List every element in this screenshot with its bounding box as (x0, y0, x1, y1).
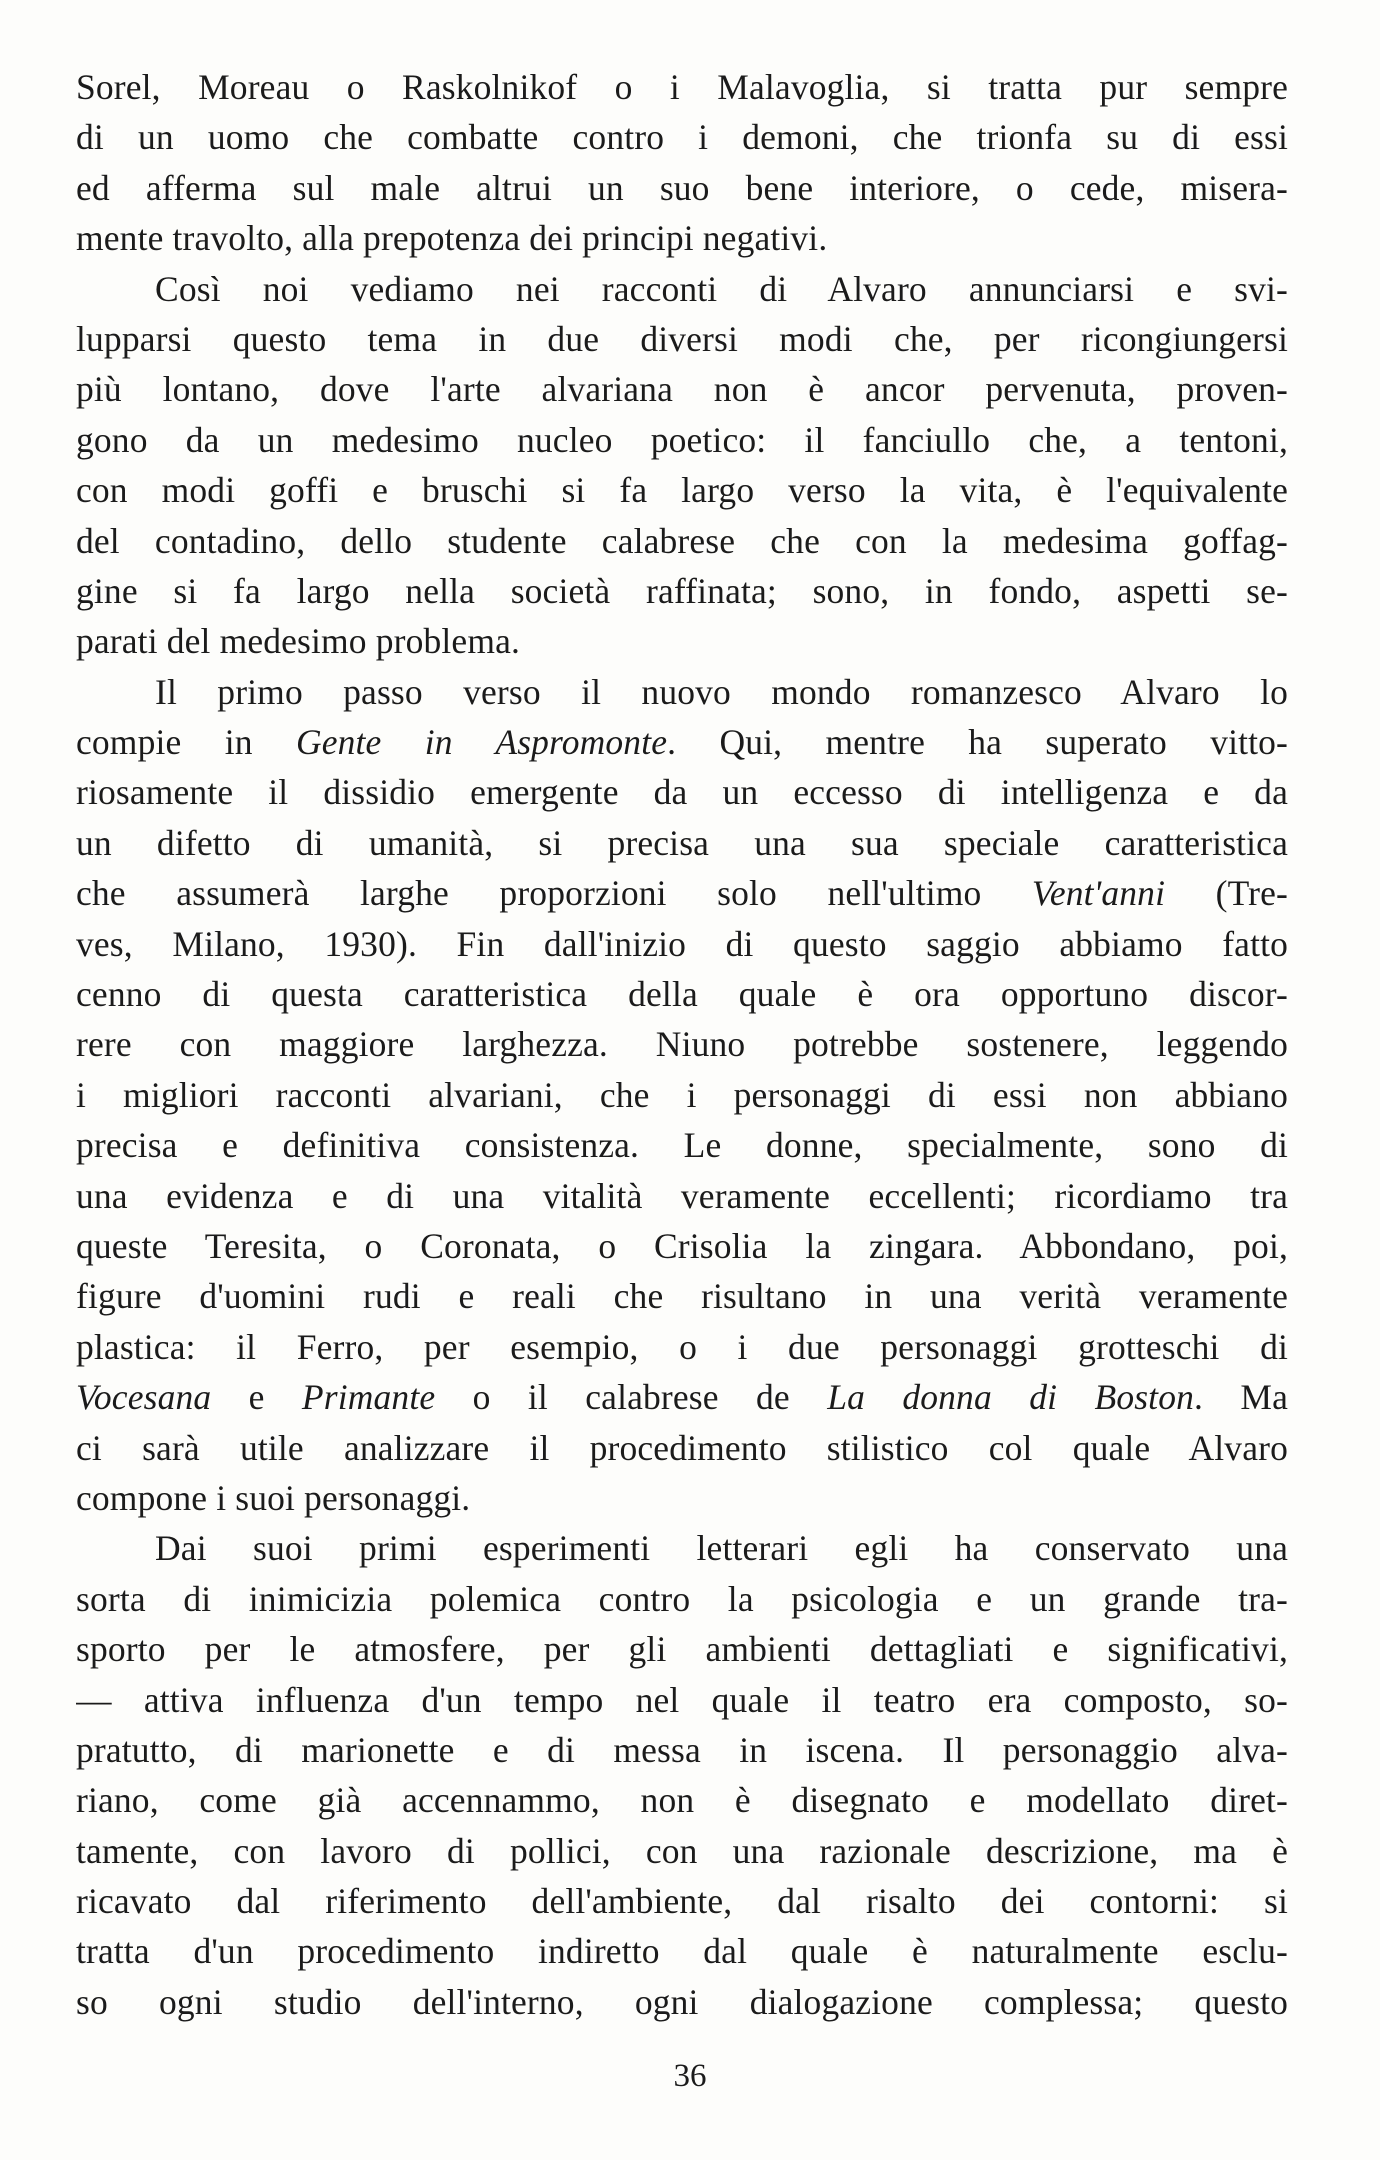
text-line: gine si fa largo nella società raffinata; sono, in fondo, aspetti se- (76, 570, 1288, 611)
text-line: Sorel, Moreau o Raskolnikof o i Malavoglia, si tratta pur sempre (76, 67, 1288, 107)
text-line: con modi goffi e bruschi si fa largo verso la vita, è l'equivalente (76, 470, 1288, 511)
text-line: sporto per le atmosfere, per gli ambienti dettagliati e significativi, (76, 1629, 1288, 1670)
text-line: Dai suoi primi esperimenti letterari egli ha conservato una (155, 1528, 1288, 1569)
text-line: cenno di questa caratteristica della quale è ora opportuno discor- (76, 974, 1288, 1015)
paragraph (76, 1523, 1288, 2027)
text-line: tratta d'un procedimento indiretto dal quale è naturalmente esclu- (76, 1931, 1288, 1972)
text-line: ed afferma sul male altrui un suo bene interiore, o cede, misera- (76, 167, 1288, 208)
text-line: lupparsi questo tema in due diversi modi che, per ricongiungersi (76, 318, 1288, 359)
text-line: pratutto, di marionette e di messa in iscena. Il personaggio alva- (76, 1729, 1288, 1770)
text-line: di un uomo che combatte contro i demoni, che trionfa su di essi (76, 117, 1288, 158)
text-line: che assumerà larghe proporzioni solo nell'ultimo Vent'anni (Tre- (76, 873, 1288, 914)
text-line: precisa e definitiva consistenza. Le donne, specialmente, sono di (76, 1125, 1288, 1166)
text-line: una evidenza e di una vitalità veramente eccellenti; ricordiamo tra (76, 1175, 1288, 1216)
text-line: tamente, con lavoro di pollici, con una razionale descrizione, ma è (76, 1830, 1288, 1871)
text-line: queste Teresita, o Coronata, o Crisolia la zingara. Abbondano, poi, (76, 1225, 1288, 1266)
paragraph (76, 264, 1288, 667)
text-line: sorta di inimicizia polemica contro la psicologia e un grande tra- (76, 1578, 1288, 1619)
text-line: parati del medesimo problema. (76, 621, 521, 662)
text-line: del contadino, dello studente calabrese che con la medesima goffag- (76, 520, 1288, 561)
paragraph (76, 62, 1288, 264)
text-line: Così noi vediamo nei racconti di Alvaro annunciarsi e svi- (155, 268, 1288, 309)
paragraph (76, 667, 1288, 1524)
text-line: gono da un medesimo nucleo poetico: il fanciullo che, a tentoni, (76, 419, 1288, 460)
text-line: — attiva influenza d'un tempo nel quale il teatro era composto, so- (76, 1679, 1288, 1720)
text-line: riano, come già accennammo, non è disegnato e modellato diret- (76, 1780, 1288, 1821)
body-text (76, 62, 1288, 2027)
text-line: Vocesana e Primante o il calabrese de La donna di Boston. Ma (76, 1377, 1288, 1418)
text-line: figure d'uomini rudi e reali che risultano in una verità veramente (76, 1276, 1288, 1317)
text-line: compone i suoi personaggi. (76, 1477, 471, 1518)
text-line: Il primo passo verso il nuovo mondo romanzesco Alvaro lo (155, 671, 1288, 712)
text-line: plastica: il Ferro, per esempio, o i due personaggi grotteschi di (76, 1326, 1288, 1367)
text-line: ves, Milano, 1930). Fin dall'inizio di questo saggio abbiamo fatto (76, 923, 1288, 964)
text-line: i migliori racconti alvariani, che i personaggi di essi non abbiano (76, 1074, 1288, 1115)
text-line: rere con maggiore larghezza. Niuno potrebbe sostenere, leggendo (76, 1024, 1288, 1065)
text-line: compie in Gente in Aspromonte. Qui, mentre ha superato vitto- (76, 722, 1288, 763)
text-line: ricavato dal riferimento dell'ambiente, dal risalto dei contorni: si (76, 1881, 1288, 1922)
text-line: mente travolto, alla prepotenza dei principi negativi. (76, 218, 828, 259)
page-number: 36 (673, 2058, 707, 2094)
text-line: so ogni studio dell'interno, ogni dialogazione complessa; questo (76, 1981, 1288, 2022)
text-line: ci sarà utile analizzare il procedimento stilistico col quale Alvaro (76, 1427, 1288, 1468)
text-line: un difetto di umanità, si precisa una sua speciale caratteristica (76, 822, 1288, 863)
text-line: più lontano, dove l'arte alvariana non è ancor pervenuta, proven- (76, 369, 1288, 410)
text-line: riosamente il dissidio emergente da un eccesso di intelligenza e da (76, 772, 1288, 813)
